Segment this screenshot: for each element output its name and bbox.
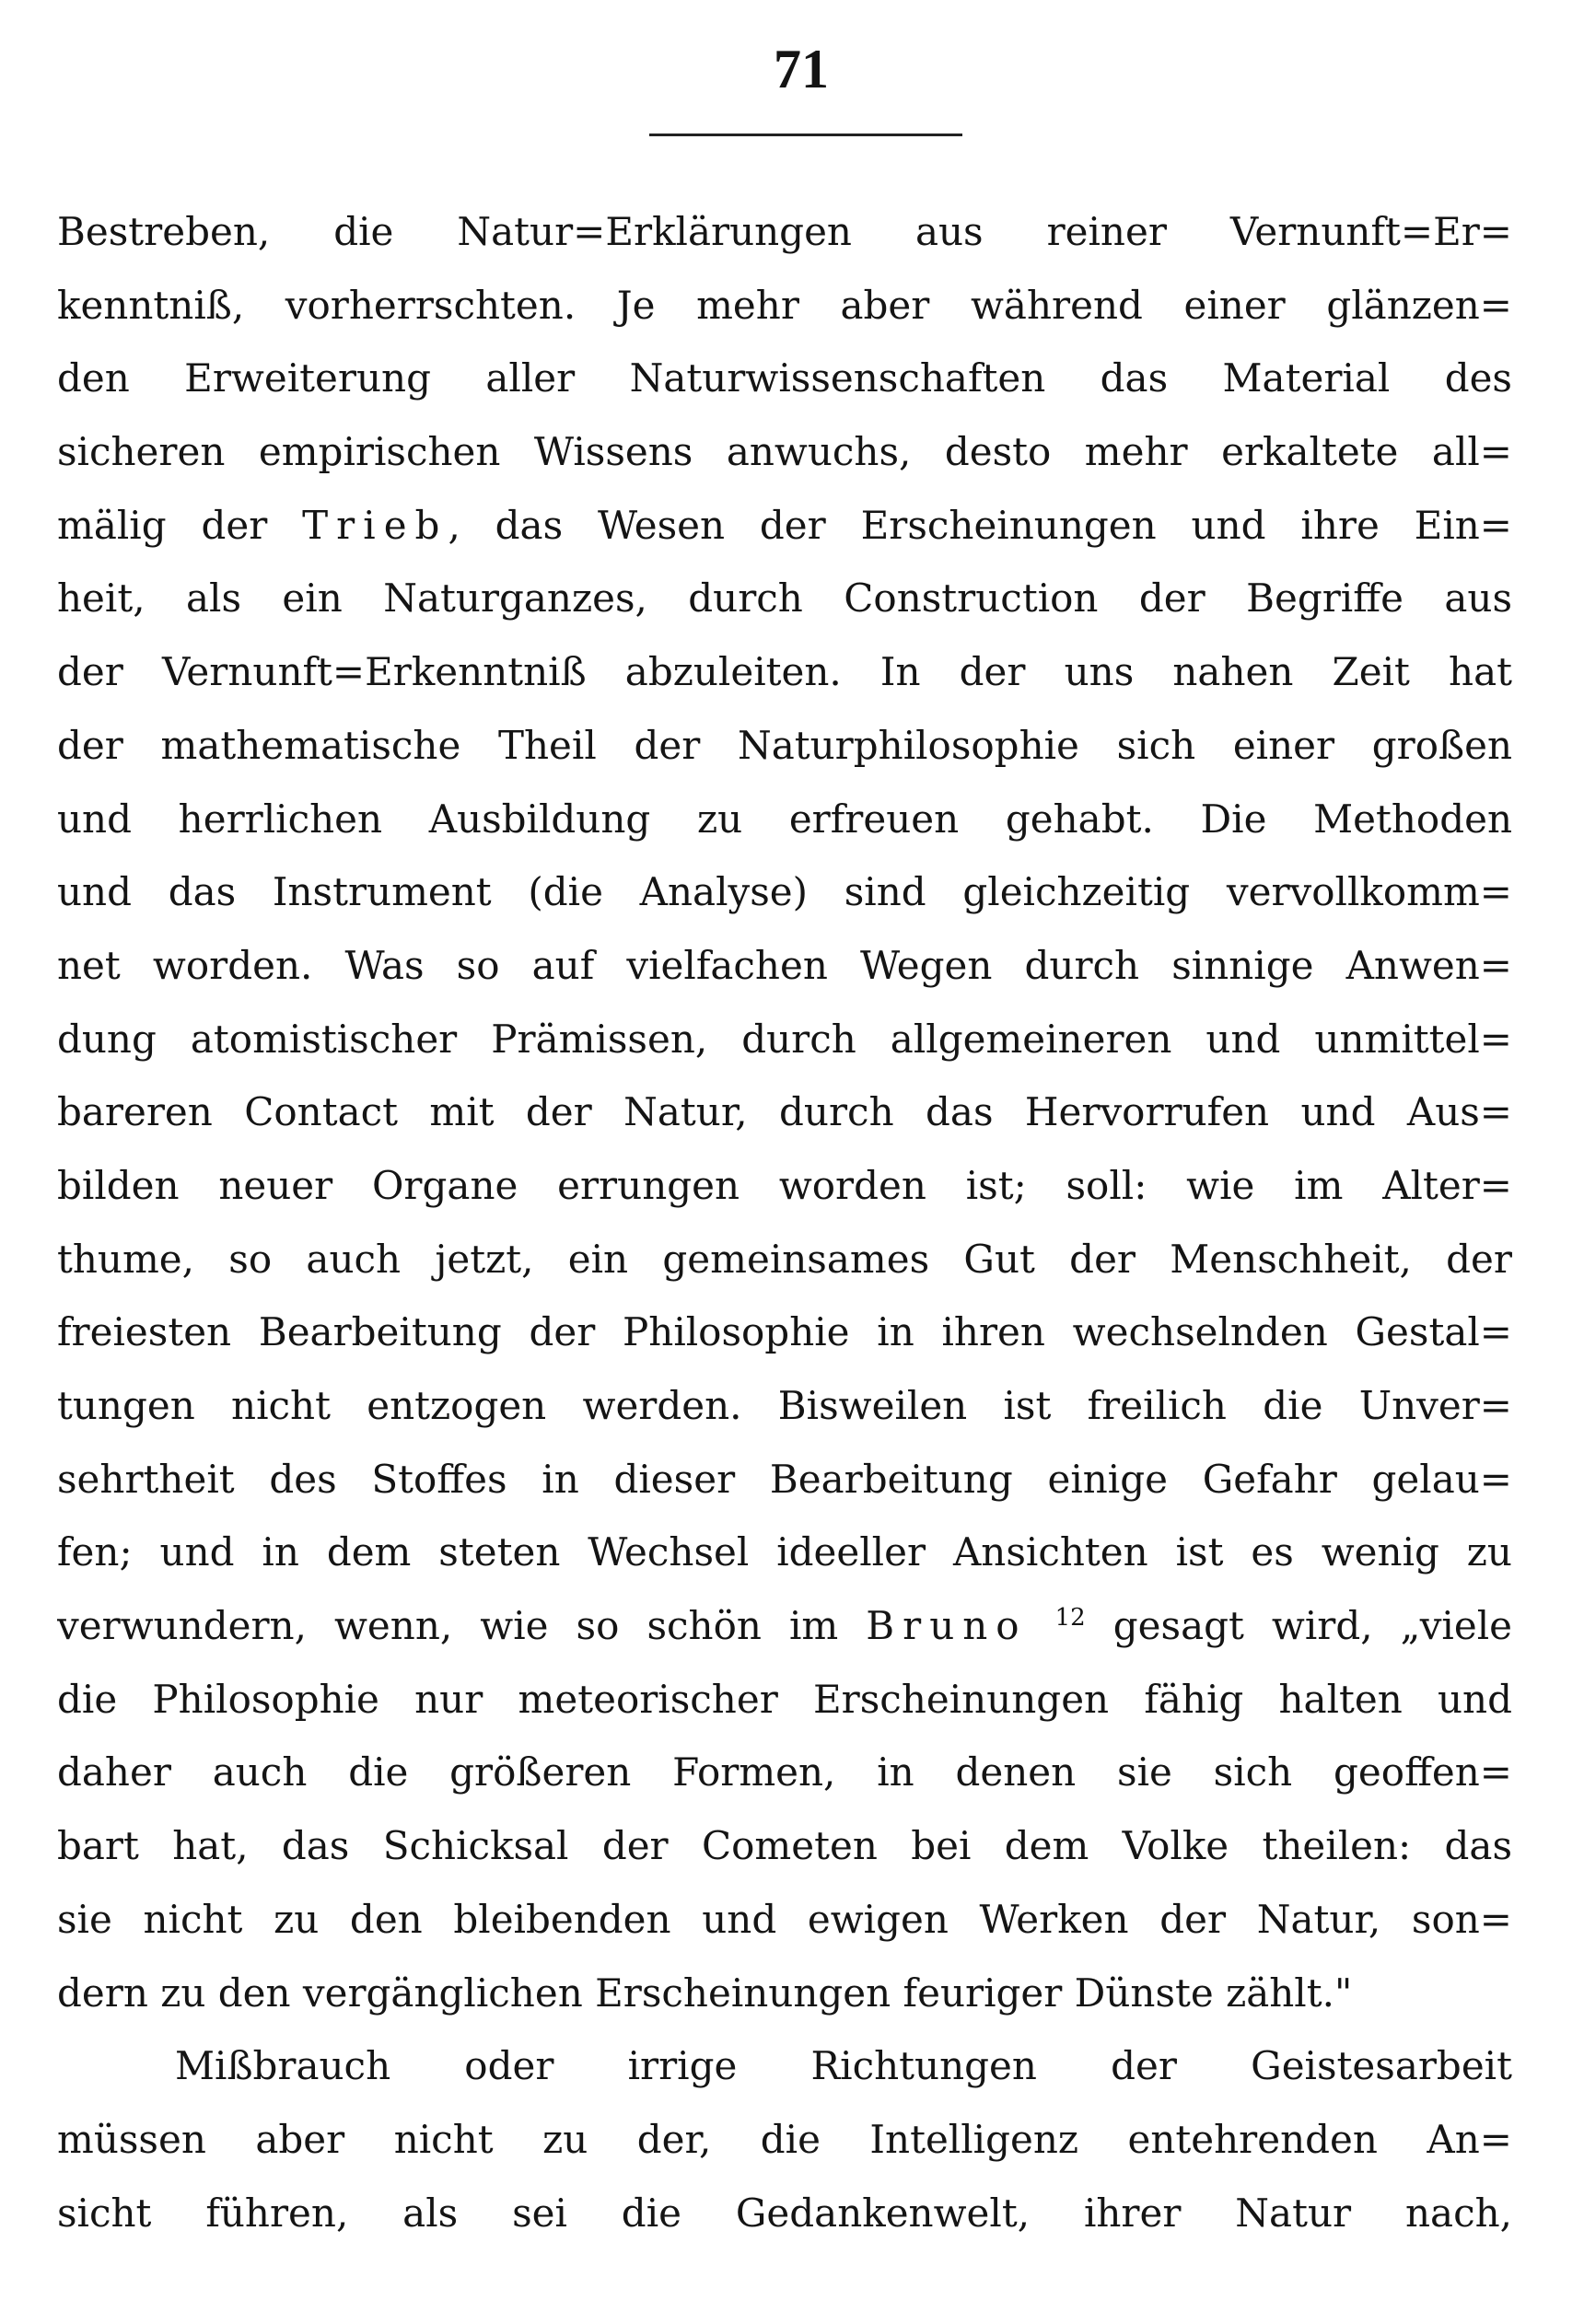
text-segment: verwundern, wenn, wie so schön im (57, 1603, 867, 1649)
text-line: den Erweiterung aller Naturwissenschaften das Material des (57, 355, 1512, 401)
text-segment: , das Wesen der Erscheinungen und ihre Ein= (448, 502, 1512, 548)
text-line: tungen nicht entzogen werden. Bisweilen ist freilich die Unver= (57, 1383, 1512, 1428)
text-line: daher auch die größeren Formen, in denen sie sich geoffen= (57, 1749, 1512, 1795)
text-line: fen; und in dem steten Wechsel ideeller Ansichten ist es wenig zu (57, 1529, 1512, 1575)
text-line: bilden neuer Organe errungen worden ist; soll: wie im Alter= (57, 1162, 1512, 1208)
text-line: dern zu den vergänglichen Erscheinungen feuriger Dünste zählt." (57, 1970, 1353, 2016)
text-line: sehrtheit des Stoffes in dieser Bearbeitung einige Gefahr gelau= (57, 1456, 1512, 1502)
footnote-reference[interactable]: 12 (1054, 1604, 1086, 1633)
text-line: der mathematische Theil der Naturphilosophie sich einer großen (57, 722, 1512, 768)
text-line: die Philosophie nur meteorischer Erscheinungen fähig halten und (57, 1676, 1512, 1722)
text-line: sicht führen, als sei die Gedankenwelt, ihrer Natur nach, (57, 2190, 1512, 2236)
emphasis-trieb: Trieb (302, 502, 448, 548)
text-line: und herrlichen Ausbildung zu erfreuen gehabt. Die Methoden (57, 796, 1512, 842)
text-line: freiesten Bearbeitung der Philosophie in ihren wechselnden Gestal= (57, 1309, 1512, 1355)
text-line: müssen aber nicht zu der, die Intelligenz entehrenden An= (57, 2116, 1512, 2162)
text-line: Bestreben, die Natur=Erklärungen aus reiner Vernunft=Er= (57, 209, 1512, 254)
text-segment: mälig der (57, 502, 303, 548)
paragraph-first-line: Mißbrauch oder irrige Richtungen der Geistesarbeit (175, 2043, 1512, 2089)
body-text (57, 195, 1512, 2249)
text-line: kenntniß, vorherrschten. Je mehr aber während einer glänzen= (57, 282, 1512, 328)
header-rule (649, 134, 962, 136)
text-segment: gesagt wird, „viele (1085, 1603, 1512, 1649)
text-line: bareren Contact mit der Natur, durch das Hervorrufen und Aus= (57, 1089, 1512, 1135)
text-line-with-emphasis (57, 489, 1512, 563)
text-line: thume, so auch jetzt, ein gemeinsames Gut der Menschheit, der (57, 1236, 1512, 1282)
text-segment (1028, 1603, 1055, 1648)
text-line: sie nicht zu den bleibenden und ewigen Werken der Natur, son= (57, 1896, 1512, 1942)
text-line: und das Instrument (die Analyse) sind gleichzeitig vervollkomm= (57, 869, 1512, 915)
page-number: 71 (774, 39, 829, 99)
text-line: dung atomistischer Prämissen, durch allgemeineren und unmittel= (57, 1016, 1512, 1062)
text-line: net worden. Was so auf vielfachen Wegen durch sinnige Anwen= (57, 942, 1512, 988)
text-line: heit, als ein Naturganzes, durch Construction der Begriffe aus (57, 575, 1512, 622)
text-line-with-footnote (57, 1589, 1512, 1663)
text-line: der Vernunft=Erkenntniß abzuleiten. In der uns nahen Zeit hat (57, 649, 1512, 695)
text-line: bart hat, das Schicksal der Cometen bei dem Volke theilen: das (57, 1823, 1512, 1869)
emphasis-bruno: Bruno (866, 1603, 1028, 1649)
text-line: sicheren empirischen Wissens anwuchs, desto mehr erkaltete all= (57, 429, 1512, 475)
